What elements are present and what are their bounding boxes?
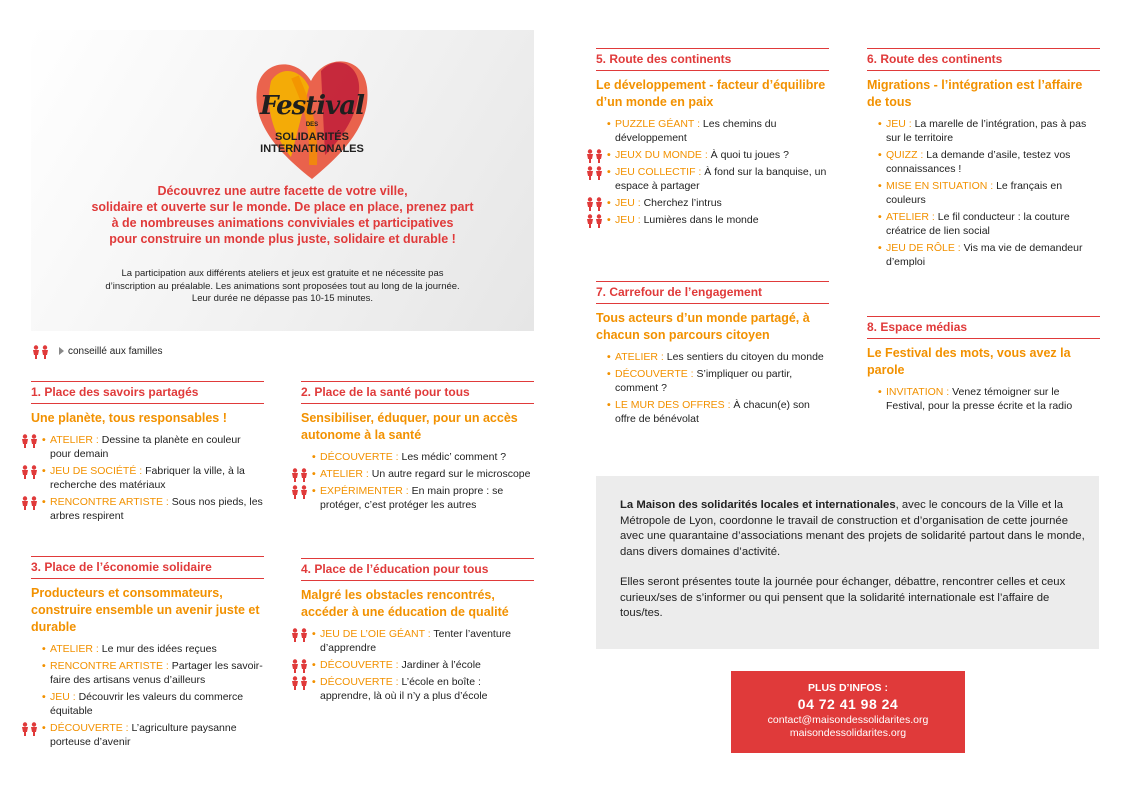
activity-type: ATELIER : bbox=[615, 351, 664, 363]
msl-description-box bbox=[596, 476, 1099, 649]
activity-text: Les médic’ comment ? bbox=[398, 451, 507, 463]
info-box bbox=[731, 671, 965, 753]
activity-item bbox=[301, 467, 534, 481]
activity-item bbox=[596, 350, 829, 364]
activity-type: MISE EN SITUATION : bbox=[886, 180, 994, 192]
activity-text: Découvrir les valeurs du commerce équitable bbox=[50, 691, 244, 717]
bullet-icon: • bbox=[42, 691, 46, 703]
family-icon bbox=[585, 214, 605, 232]
bullet-icon: • bbox=[607, 166, 611, 178]
activity-text: La demande d’asile, testez vos connaissances ! bbox=[886, 149, 1071, 175]
activity-item bbox=[867, 210, 1100, 238]
section-title: 4. Place de l’éducation pour tous bbox=[301, 562, 489, 576]
activity-text: À fond sur la banquise, un espace à partager bbox=[615, 166, 827, 192]
activity-text: Vis ma vie de demandeur d’emploi bbox=[886, 242, 1083, 268]
bullet-icon: • bbox=[312, 485, 316, 497]
activity-text: Les sentiers du citoyen du monde bbox=[663, 351, 824, 363]
bullet-icon: • bbox=[607, 351, 611, 363]
family-icon bbox=[31, 345, 51, 357]
bullet-icon: • bbox=[312, 628, 316, 640]
activity-item bbox=[301, 450, 534, 464]
activity-type: DÉCOUVERTE : bbox=[320, 659, 399, 671]
activity-text: S’impliquer ou partir, comment ? bbox=[615, 368, 793, 394]
bullet-icon: • bbox=[42, 660, 46, 672]
activity-type: JEUX DU MONDE : bbox=[615, 149, 708, 161]
msl-paragraph-2: Elles seront présentes toute la journée pour échanger, débattre, rencontrer celles et ceux curieux/ses de s’informer ou qui pensent que la solidarité internationale est l’affaire de tous/tes. bbox=[620, 576, 1066, 619]
section-subtitle: Malgré les obstacles rencontrés, accéder à une éducation de qualité bbox=[301, 588, 509, 619]
activity-item bbox=[31, 464, 264, 492]
section-2 bbox=[301, 381, 534, 515]
logo-festival-word: Festival bbox=[260, 91, 364, 121]
section-title: 6. Route des continents bbox=[867, 52, 1003, 66]
section-4 bbox=[301, 558, 534, 706]
section-bottom-rule bbox=[867, 338, 1100, 339]
intro-note-text: La participation aux différents ateliers et jeux est gratuite et ne nécessite pas d’inscription au préalable. Les animations sont proposées tout au long de la journée. Leur durée ne dépasse pas 10-15 minutes. bbox=[105, 268, 460, 304]
bullet-icon: • bbox=[42, 643, 46, 655]
activity-type: JEU : bbox=[615, 197, 641, 209]
activity-text: La marelle de l’intégration, pas à pas sur le territoire bbox=[886, 118, 1087, 144]
family-icon bbox=[290, 628, 310, 646]
section-bottom-rule bbox=[31, 578, 264, 579]
section-title: 2. Place de la santé pour tous bbox=[301, 385, 470, 399]
bullet-icon: • bbox=[42, 465, 46, 477]
logo-subtitle: DES SOLIDARITÉS INTERNATIONALES bbox=[260, 122, 364, 155]
activity-text: Dessine ta planète en couleur pour demain bbox=[50, 434, 241, 460]
bullet-icon: • bbox=[607, 368, 611, 380]
intro-panel bbox=[31, 30, 534, 331]
bullet-icon: • bbox=[607, 118, 611, 130]
activity-type: RENCONTRE ARTISTE : bbox=[50, 496, 169, 508]
activity-type: PUZZLE GÉANT : bbox=[615, 118, 700, 130]
activity-type: ATELIER : bbox=[50, 643, 99, 655]
activity-type: ATELIER : bbox=[886, 211, 935, 223]
family-icon bbox=[290, 485, 310, 503]
section-title: 3. Place de l’économie solidaire bbox=[31, 560, 212, 574]
activity-text: Le français en couleurs bbox=[886, 180, 1063, 206]
activity-item bbox=[301, 627, 534, 655]
bullet-icon: • bbox=[42, 434, 46, 446]
activity-item bbox=[596, 398, 829, 426]
msl-paragraph-1: La Maison des solidarités locales et internationales, avec le concours de la Ville et la Métropole de Lyon, coordonne le travail de construction et d’organisation de cette journée avec une quarantaine d’associations menant des projets de solidarité partout dans le monde, dans divers domaines d’activité. bbox=[620, 499, 1085, 558]
activity-type: JEU : bbox=[50, 691, 76, 703]
triangle-icon bbox=[59, 347, 64, 355]
section-subtitle: Producteurs et consommateurs, construire ensemble un avenir juste et durable bbox=[31, 586, 260, 634]
activity-text: En main propre : se protéger, c’est protéger les autres bbox=[320, 485, 504, 511]
family-icon bbox=[20, 496, 40, 514]
activity-item bbox=[31, 433, 264, 461]
activity-type: EXPÉRIMENTER : bbox=[320, 485, 409, 497]
family-icon bbox=[20, 722, 40, 740]
section-5 bbox=[596, 48, 829, 230]
activity-text: Tenter l’aventure d’apprendre bbox=[320, 628, 512, 654]
activity-text: Le fil conducteur : la couture créatrice de lien social bbox=[886, 211, 1070, 237]
info-heading: PLUS D’INFOS : bbox=[808, 682, 888, 694]
activity-item bbox=[31, 642, 264, 656]
info-phone[interactable]: 04 72 41 98 24 bbox=[797, 696, 899, 712]
activity-item bbox=[596, 117, 829, 145]
activity-item bbox=[867, 179, 1100, 207]
section-title: 1. Place des savoirs partagés bbox=[31, 385, 199, 399]
activity-item bbox=[596, 165, 829, 193]
activity-type: JEU DE L’OIE GÉANT : bbox=[320, 628, 431, 640]
bullet-icon: • bbox=[878, 180, 882, 192]
activity-item bbox=[867, 241, 1100, 269]
section-title: 8. Espace médias bbox=[867, 320, 968, 334]
activity-type: RENCONTRE ARTISTE : bbox=[50, 660, 169, 672]
activity-item bbox=[867, 148, 1100, 176]
activity-text: L’école en boîte : apprendre, là où il n’y a plus d’école bbox=[320, 676, 488, 702]
activity-type: INVITATION : bbox=[886, 386, 950, 398]
bullet-icon: • bbox=[312, 659, 316, 671]
activity-type: JEU COLLECTIF : bbox=[615, 166, 702, 178]
bullet-icon: • bbox=[878, 118, 882, 130]
bullet-icon: • bbox=[312, 451, 316, 463]
bullet-icon: • bbox=[607, 214, 611, 226]
family-icon bbox=[585, 166, 605, 184]
section-title: 5. Route des continents bbox=[596, 52, 732, 66]
bullet-icon: • bbox=[42, 722, 46, 734]
section-bottom-rule bbox=[596, 303, 829, 304]
activity-text: À chacun(e) son offre de bénévolat bbox=[615, 399, 810, 425]
section-bottom-rule bbox=[301, 580, 534, 581]
activity-text: Sous nos pieds, les arbres respirent bbox=[50, 496, 263, 522]
activity-type: ATELIER : bbox=[320, 468, 369, 480]
section-subtitle: Le Festival des mots, vous avez la parole bbox=[867, 346, 1071, 377]
section-bottom-rule bbox=[301, 403, 534, 404]
activity-item bbox=[31, 721, 264, 749]
section-subtitle: Sensibiliser, éduquer, pour un accès autonome à la santé bbox=[301, 411, 518, 442]
section-title: 7. Carrefour de l’engagement bbox=[596, 285, 763, 299]
bullet-icon: • bbox=[878, 386, 882, 398]
bullet-icon: • bbox=[878, 149, 882, 161]
section-bottom-rule bbox=[596, 70, 829, 71]
activity-text: À quoi tu joues ? bbox=[707, 149, 789, 161]
activity-item bbox=[596, 367, 829, 395]
activity-type: JEU DE SOCIÉTÉ : bbox=[50, 465, 143, 477]
activity-type: DÉCOUVERTE : bbox=[320, 451, 399, 463]
bullet-icon: • bbox=[42, 496, 46, 508]
section-3 bbox=[31, 556, 264, 752]
section-bottom-rule bbox=[867, 70, 1100, 71]
bullet-icon: • bbox=[878, 211, 882, 223]
activity-text: Fabriquer la ville, à la recherche des matériaux bbox=[50, 465, 245, 491]
activity-text: Les chemins du développement bbox=[615, 118, 777, 144]
activity-item bbox=[301, 658, 534, 672]
activity-text: Jardiner à l’école bbox=[398, 659, 481, 671]
family-icon bbox=[20, 465, 40, 483]
legend-label: conseillé aux familles bbox=[68, 345, 163, 357]
activity-text: Un autre regard sur le microscope bbox=[368, 468, 531, 480]
bullet-icon: • bbox=[607, 197, 611, 209]
activity-type: JEU : bbox=[886, 118, 912, 130]
section-6 bbox=[867, 48, 1100, 272]
family-legend bbox=[31, 345, 163, 357]
activity-item bbox=[31, 659, 264, 687]
family-icon bbox=[20, 434, 40, 452]
activity-type: DÉCOUVERTE : bbox=[615, 368, 694, 380]
activity-item bbox=[301, 484, 534, 512]
bullet-icon: • bbox=[607, 399, 611, 411]
info-email-link[interactable]: contact@maisondessolidarites.org bbox=[767, 714, 929, 726]
section-subtitle: Migrations - l’intégration est l’affaire de tous bbox=[867, 78, 1083, 109]
activity-item bbox=[867, 385, 1100, 413]
section-7 bbox=[596, 281, 829, 429]
family-icon bbox=[290, 676, 310, 694]
info-website-link[interactable]: maisondessolidarites.org bbox=[789, 727, 907, 739]
activity-text: Cherchez l’intrus bbox=[640, 197, 722, 209]
activity-text: Venez témoigner sur le Festival, pour la presse écrite et la radio bbox=[886, 386, 1073, 412]
activity-text: Partager les savoir-faire des artisans venus d’ailleurs bbox=[50, 660, 263, 686]
activity-type: ATELIER : bbox=[50, 434, 99, 446]
section-subtitle: Une planète, tous responsables ! bbox=[31, 411, 227, 425]
section-8 bbox=[867, 316, 1100, 416]
intro-lead-text: Découvrez une autre facette de votre ville, solidaire et ouverte sur le monde. De place en place, prenez part à de nombreuses animations conviviales et participatives pour construire un monde plus juste, solidaire et durable ! bbox=[91, 184, 474, 246]
activity-type: JEU : bbox=[615, 214, 641, 226]
section-1 bbox=[31, 381, 264, 526]
activity-item bbox=[301, 675, 534, 703]
festival-logo bbox=[251, 47, 373, 187]
activity-text: L’agriculture paysanne porteuse d’avenir bbox=[50, 722, 237, 748]
activity-item bbox=[867, 117, 1100, 145]
section-bottom-rule bbox=[31, 403, 264, 404]
section-subtitle: Tous acteurs d’un monde partagé, à chacun son parcours citoyen bbox=[596, 311, 810, 342]
activity-text: Lumières dans le monde bbox=[640, 214, 759, 226]
bullet-icon: • bbox=[312, 468, 316, 480]
bullet-icon: • bbox=[312, 676, 316, 688]
activity-item bbox=[31, 690, 264, 718]
activity-text: Le mur des idées reçues bbox=[98, 643, 217, 655]
bullet-icon: • bbox=[607, 149, 611, 161]
activity-type: DÉCOUVERTE : bbox=[320, 676, 399, 688]
activity-type: JEU DE RÔLE : bbox=[886, 242, 961, 254]
activity-item bbox=[596, 196, 829, 210]
activity-type: LE MUR DES OFFRES : bbox=[615, 399, 731, 411]
activity-item bbox=[596, 213, 829, 227]
activity-item bbox=[596, 148, 829, 162]
activity-item bbox=[31, 495, 264, 523]
bullet-icon: • bbox=[878, 242, 882, 254]
section-subtitle: Le développement - facteur d’équilibre d’un monde en paix bbox=[596, 78, 826, 109]
activity-type: QUIZZ : bbox=[886, 149, 924, 161]
activity-type: DÉCOUVERTE : bbox=[50, 722, 129, 734]
